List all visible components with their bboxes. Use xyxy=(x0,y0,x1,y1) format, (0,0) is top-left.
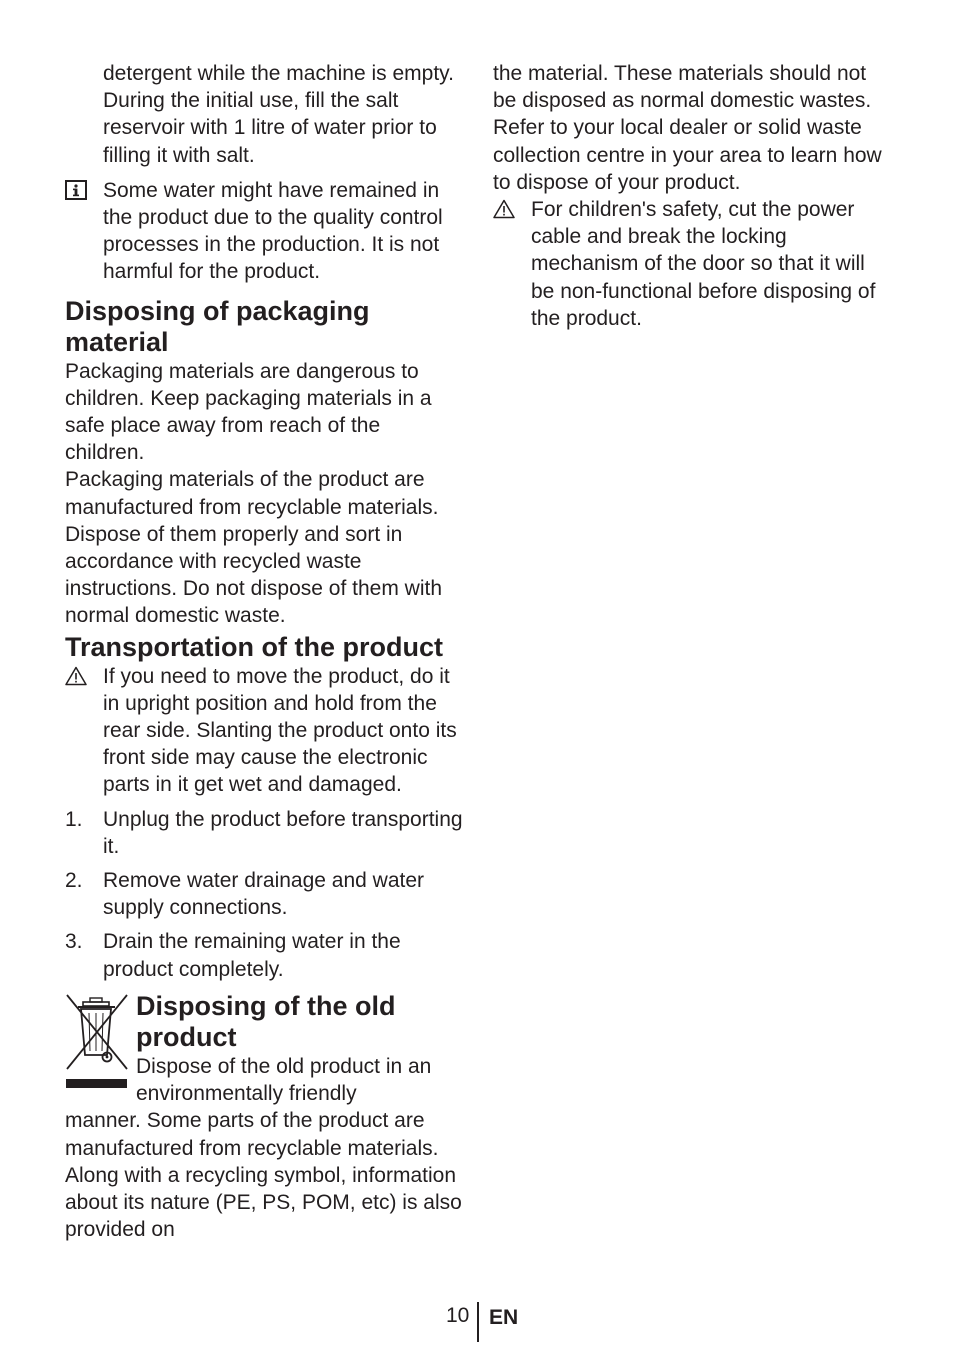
step-number: 2. xyxy=(65,869,83,893)
list-item xyxy=(65,806,465,860)
transport-heading: Transportation of the product xyxy=(65,631,443,662)
warning-triangle-icon xyxy=(493,199,515,219)
language-code: EN xyxy=(489,1306,519,1329)
child-safety-warning xyxy=(493,196,888,332)
old-product-lead: Dispose of the old product in an environmentally friendly xyxy=(136,1054,432,1106)
packaging-paragraph-1: Packaging materials are dangerous to children. Keep packaging materials in a safe place away from reach of the children. xyxy=(65,359,432,465)
step-number: 3. xyxy=(65,930,83,954)
transport-warning xyxy=(65,663,465,799)
right-column xyxy=(493,60,888,332)
packaging-heading: Disposing of packaging material xyxy=(65,295,370,357)
continued-paragraph-right: the material. These materials should not be disposed as normal domestic wastes. xyxy=(493,62,872,113)
left-column xyxy=(65,60,465,1243)
info-icon xyxy=(65,180,87,200)
transport-steps xyxy=(65,806,465,983)
crossed-out-wheelie-bin-icon xyxy=(65,993,128,1089)
step-text: Unplug the product before transporting it. xyxy=(103,807,463,858)
step-text: Drain the remaining water in the product completely. xyxy=(103,930,401,981)
step-number: 1. xyxy=(65,807,83,831)
list-item xyxy=(65,928,465,982)
old-product-section xyxy=(65,991,465,1243)
step-text: Remove water drainage and water supply connections. xyxy=(103,869,425,920)
list-item xyxy=(65,867,465,921)
page-number: 10 xyxy=(446,1304,470,1327)
transport-warning-text: If you need to move the product, do it in upright position and hold from the rear side. Slanting the product onto its front side may cause the electronic parts in it get wet and damaged. xyxy=(103,664,457,797)
footer-divider xyxy=(477,1302,479,1342)
continued-paragraph: detergent while the machine is empty. During the initial use, fill the salt reservoir with 1 litre of water prior to filling it with salt. xyxy=(103,62,454,167)
old-product-paragraph: manner. Some parts of the product are manufactured from recyclable materials. Along with a recycling symbol, information about its nature (PE, PS, POM, etc) is also provided on xyxy=(65,1109,462,1242)
info-note-text: Some water might have remained in the product due to the quality control processes in the production. It is not harmful for the product. xyxy=(103,178,443,284)
warning-triangle-icon xyxy=(65,666,87,686)
info-note xyxy=(65,177,465,286)
packaging-paragraph-2: Packaging materials of the product are manufactured from recyclable materials. Dispose of them properly and sort in accordance with recycled waste instructions. Do not dispose of them with normal domestic waste. xyxy=(65,468,443,628)
child-safety-warning-text: For children's safety, cut the power cable and break the locking mechanism of the door so that it will be non-functional before disposing of the product. xyxy=(531,198,876,330)
page-footer xyxy=(0,1302,954,1344)
old-product-heading: Disposing of the old product xyxy=(136,990,396,1052)
refer-paragraph: Refer to your local dealer or solid waste collection centre in your area to learn how to dispose of your product. xyxy=(493,116,882,194)
